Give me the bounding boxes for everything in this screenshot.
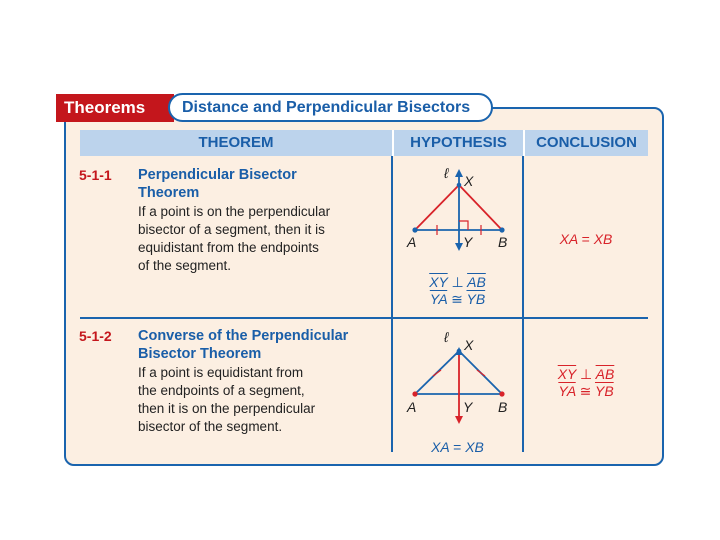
statement-line: equidistant from the endpoints	[138, 240, 319, 255]
arrow-up	[455, 169, 463, 177]
label-l: ℓ	[444, 165, 449, 181]
label-a: A	[407, 234, 417, 250]
segment-xb	[459, 185, 502, 230]
statement-line: If a point is on the perpendicular	[138, 204, 331, 219]
point-x	[457, 183, 462, 188]
statement-line: $\overline{XY}$ ⊥ $\overline{AB}$	[557, 366, 615, 382]
header-conclusion: CONCLUSION	[536, 134, 637, 151]
statement-line: bisector of a segment, then it is	[138, 222, 325, 237]
theorem-number: 5-1-2	[79, 328, 112, 344]
point-x	[457, 349, 462, 354]
tick-mark	[477, 370, 485, 376]
right-angle-mark	[459, 221, 468, 230]
conclusion-statement: XA = XB	[559, 231, 613, 247]
row-divider	[80, 317, 648, 319]
label-a: A	[407, 399, 417, 415]
point-b	[499, 227, 504, 232]
theorem-title	[138, 166, 388, 202]
table-header	[80, 130, 648, 156]
statement-line: If a point is equidistant from	[138, 365, 304, 380]
label-b: B	[498, 399, 508, 415]
statement-line: $\overline{YA}$ ≅ $\overline{YB}$	[558, 383, 614, 399]
hypothesis-statement	[393, 274, 522, 308]
title-line: Theorem	[138, 185, 200, 201]
theorem-number: 5-1-1	[79, 167, 112, 183]
header-theorem: THEOREM	[198, 134, 274, 151]
label-x: X	[464, 337, 474, 353]
arrow-down	[455, 243, 463, 251]
segment-xa	[415, 185, 459, 230]
statement-line: $\overline{XY}$ ⊥ $\overline{AB}$	[429, 274, 486, 290]
statement-line: of the segment.	[138, 258, 232, 273]
converse-figure	[400, 327, 510, 432]
theorem-title	[138, 327, 388, 363]
label-l: ℓ	[444, 329, 449, 345]
perpendicular-bisector-figure	[400, 165, 510, 260]
theorem-statement	[138, 364, 388, 436]
statement-line: the endpoints of a segment,	[138, 383, 305, 398]
header-hypothesis: HYPOTHESIS	[410, 134, 507, 151]
theorems-tag: Theorems	[56, 94, 174, 122]
title-line: Bisector Theorem	[138, 346, 262, 362]
hypothesis-statement: XA = XB	[431, 439, 484, 455]
point-a	[412, 227, 417, 232]
point-b	[499, 391, 504, 396]
title-line: Converse of the Perpendicular	[138, 328, 349, 344]
label-y: Y	[463, 399, 473, 415]
conclusion-statement	[524, 366, 648, 400]
statement-line: $\overline{YA}$ ≅ $\overline{YB}$	[429, 291, 486, 307]
statement-line: then it is on the perpendicular	[138, 401, 316, 416]
point-a	[412, 391, 417, 396]
arrow-down	[455, 416, 463, 424]
statement-line: bisector of the segment.	[138, 419, 283, 434]
section-title: Distance and Perpendicular Bisectors	[168, 93, 493, 122]
label-x: X	[464, 173, 474, 189]
tick-mark	[433, 370, 441, 376]
column-divider	[522, 156, 524, 452]
label-b: B	[498, 234, 508, 250]
theorem-statement	[138, 203, 388, 275]
label-y: Y	[463, 234, 473, 250]
title-line: Perpendicular Bisector	[138, 167, 297, 183]
